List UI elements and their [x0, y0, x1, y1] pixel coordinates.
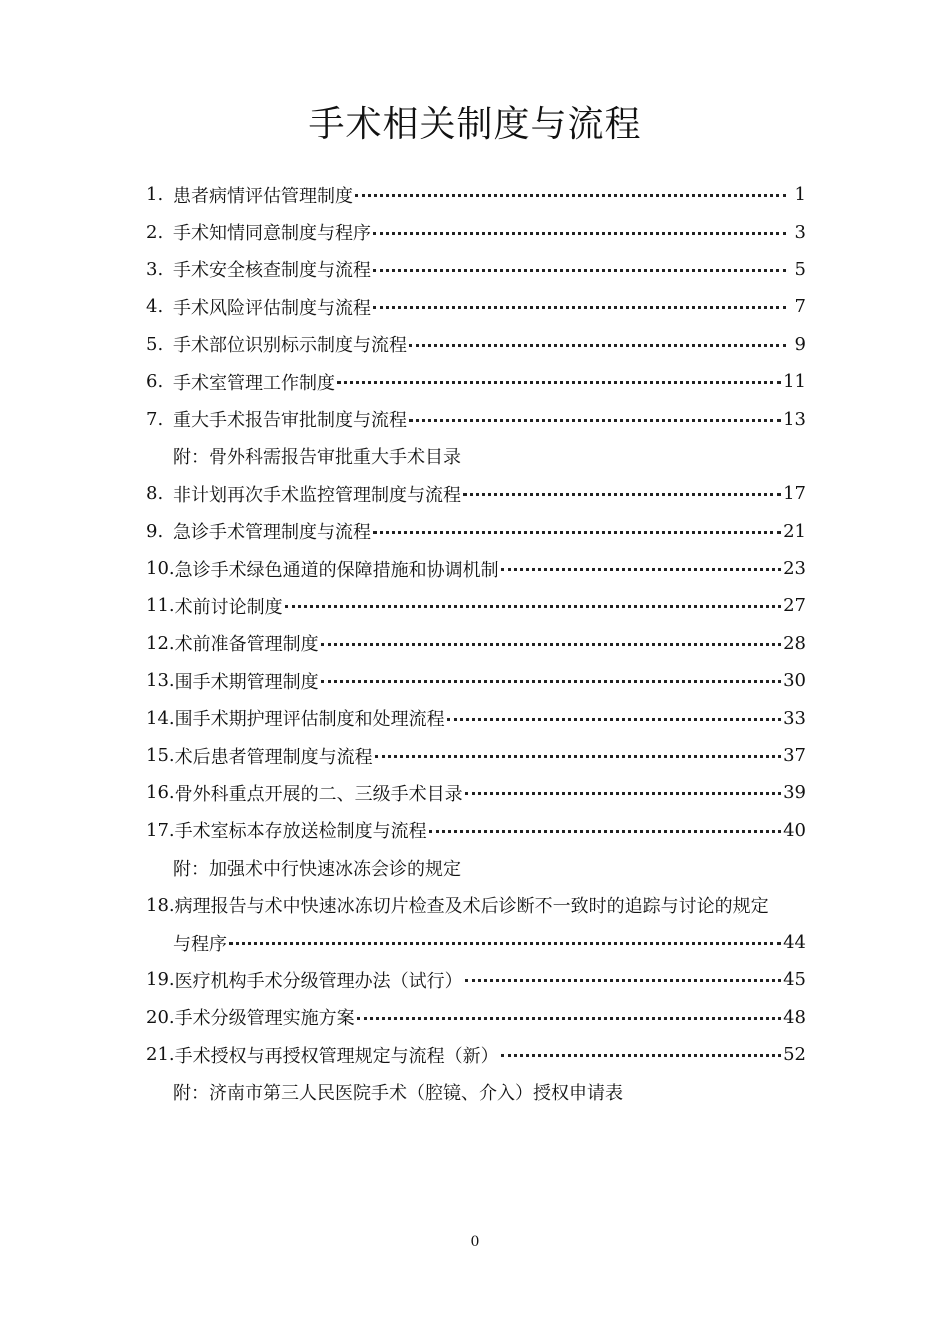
- dot-leader: [229, 924, 781, 945]
- toc-entry-page: 13: [783, 408, 806, 430]
- toc-entry-label: 手术知情同意制度与程序: [173, 223, 371, 245]
- toc-entry-label: 手术室管理工作制度: [173, 372, 335, 394]
- dot-leader: [409, 326, 786, 347]
- toc-entry-number: 20.: [146, 1006, 175, 1028]
- toc-entry-page: 23: [783, 558, 806, 580]
- dot-leader: [375, 737, 781, 758]
- toc-entry[interactable]: [146, 999, 806, 1036]
- toc-entry-page: 5: [794, 258, 806, 280]
- toc-entry-label: 围手术期护理评估制度和处理流程: [174, 709, 445, 731]
- toc-entry[interactable]: [146, 438, 806, 475]
- toc-entry[interactable]: [146, 625, 806, 662]
- toc-entry-page: 44: [783, 932, 806, 953]
- toc-entry-page: 17: [783, 483, 806, 505]
- toc-entry-label: 医疗机构手术分级管理办法（试行）: [174, 970, 463, 992]
- toc-entry-page: 21: [783, 520, 806, 542]
- toc-entry[interactable]: [146, 288, 806, 325]
- toc-entry-label: 急诊手术绿色通道的保障措施和协调机制: [174, 559, 499, 581]
- table-of-contents: [146, 176, 806, 1111]
- toc-entry-page: 39: [783, 782, 806, 804]
- toc-entry-number: 2.: [146, 221, 164, 243]
- toc-entry[interactable]: [146, 737, 806, 774]
- toc-entry-label: 重大手术报告审批制度与流程: [173, 410, 407, 432]
- dot-leader: [337, 363, 781, 384]
- toc-entry[interactable]: [146, 1036, 806, 1073]
- toc-sub-entry-label: 附：骨外科需报告审批重大手术目录: [173, 447, 461, 469]
- toc-entry[interactable]: [146, 699, 806, 736]
- toc-entry-number: 13.: [146, 670, 175, 692]
- dot-leader: [321, 625, 781, 646]
- page-number: 0: [470, 1234, 480, 1250]
- toc-entry-page: 40: [783, 819, 806, 841]
- dot-leader: [373, 214, 786, 235]
- toc-entry-number: 11.: [146, 595, 175, 617]
- toc-entry[interactable]: [146, 363, 806, 400]
- toc-entry-number: 19.: [146, 969, 175, 991]
- toc-entry-label: 与程序: [173, 933, 227, 955]
- toc-entry-label: 非计划再次手术监控管理制度与流程: [173, 484, 461, 506]
- toc-entry-number: 5.: [146, 333, 164, 355]
- toc-entry-page: 37: [783, 745, 806, 767]
- toc-entry-label: 术前准备管理制度: [174, 634, 319, 656]
- toc-sub-entry-label: 附：济南市第三人民医院手术（腔镜、介入）授权申请表: [173, 1083, 623, 1105]
- toc-entry[interactable]: [146, 1073, 806, 1110]
- dot-leader: [357, 999, 781, 1020]
- toc-sub-entry-label: 附：加强术中行快速冰冻会诊的规定: [173, 858, 461, 880]
- toc-entry-page: 28: [783, 632, 806, 654]
- toc-entry[interactable]: [146, 849, 806, 886]
- dot-leader: [501, 1036, 781, 1057]
- toc-entry-label: 术后患者管理制度与流程: [174, 746, 373, 768]
- toc-entry-page: 1: [794, 184, 806, 206]
- toc-entry[interactable]: [146, 924, 806, 961]
- toc-entry-page: 11: [783, 371, 806, 393]
- dot-leader: [429, 812, 781, 833]
- toc-entry-label: 骨外科重点开展的二、三级手术目录: [174, 783, 463, 805]
- toc-entry[interactable]: [146, 961, 806, 998]
- toc-entry-label: 手术授权与再授权管理规定与流程（新）: [174, 1045, 499, 1067]
- dot-leader: [409, 401, 781, 422]
- dot-leader: [463, 475, 781, 496]
- toc-entry-label: 手术安全核查制度与流程: [173, 260, 371, 282]
- toc-entry-label: 急诊手术管理制度与流程: [173, 522, 371, 544]
- toc-entry-page: 3: [794, 221, 806, 243]
- toc-entry-number: 14.: [146, 707, 175, 729]
- dot-leader: [373, 251, 786, 272]
- toc-entry-page: 30: [783, 670, 806, 692]
- toc-entry-number: 18.: [146, 894, 175, 916]
- toc-entry-number: 6.: [146, 371, 164, 393]
- toc-entry-number: 7.: [146, 408, 164, 430]
- toc-entry-page: 9: [794, 333, 806, 355]
- toc-entry[interactable]: [146, 812, 806, 849]
- toc-entry[interactable]: [146, 251, 806, 288]
- toc-entry-label: 围手术期管理制度: [174, 671, 319, 693]
- toc-entry-number: 10.: [146, 558, 175, 580]
- toc-entry[interactable]: [146, 513, 806, 550]
- toc-entry[interactable]: [146, 662, 806, 699]
- toc-entry-number: 3.: [146, 258, 164, 280]
- dot-leader: [465, 961, 781, 982]
- toc-entry[interactable]: [146, 774, 806, 811]
- toc-entry-page: 7: [794, 296, 806, 318]
- dot-leader: [373, 288, 786, 309]
- dot-leader: [355, 176, 786, 197]
- dot-leader: [285, 587, 781, 608]
- toc-entry-label: 病理报告与术中快速冰冻切片检查及术后诊断不一致时的追踪与讨论的规定: [174, 896, 769, 918]
- dot-leader: [447, 700, 781, 721]
- toc-entry-number: 4.: [146, 296, 164, 318]
- toc-entry-page: 52: [783, 1044, 806, 1066]
- toc-entry-number: 15.: [146, 745, 175, 767]
- toc-entry[interactable]: [146, 587, 806, 624]
- toc-entry-label: 手术风险评估制度与流程: [173, 297, 371, 319]
- dot-leader: [465, 774, 781, 795]
- dot-leader: [373, 513, 781, 534]
- toc-entry-page: 27: [783, 595, 806, 617]
- toc-entry-number: 17.: [146, 819, 175, 841]
- toc-entry[interactable]: [146, 213, 806, 250]
- page-title: 手术相关制度与流程: [308, 104, 642, 145]
- toc-entry-label: 术前讨论制度: [174, 596, 283, 618]
- toc-entry-page: 45: [783, 969, 806, 991]
- toc-entry[interactable]: [146, 176, 806, 213]
- toc-entry[interactable]: [146, 886, 806, 923]
- toc-entry-label: 手术分级管理实施方案: [174, 1008, 355, 1030]
- dot-leader: [321, 662, 781, 683]
- toc-entry-number: 9.: [146, 520, 164, 542]
- toc-entry-page: 33: [783, 707, 806, 729]
- toc-entry[interactable]: [146, 400, 806, 437]
- toc-entry[interactable]: [146, 475, 806, 512]
- toc-entry-label: 手术部位识别标示制度与流程: [173, 335, 407, 357]
- toc-entry[interactable]: [146, 550, 806, 587]
- dot-leader: [501, 550, 781, 571]
- toc-entry-number: 12.: [146, 632, 175, 654]
- toc-entry-label: 手术室标本存放送检制度与流程: [174, 821, 427, 843]
- toc-entry-label: 患者病情评估管理制度: [173, 185, 353, 207]
- toc-entry[interactable]: [146, 326, 806, 363]
- toc-entry-number: 1.: [146, 184, 164, 206]
- toc-entry-page: 48: [783, 1006, 806, 1028]
- toc-entry-number: 16.: [146, 782, 175, 804]
- toc-entry-number: 21.: [146, 1044, 175, 1066]
- toc-entry-number: 8.: [146, 483, 164, 505]
